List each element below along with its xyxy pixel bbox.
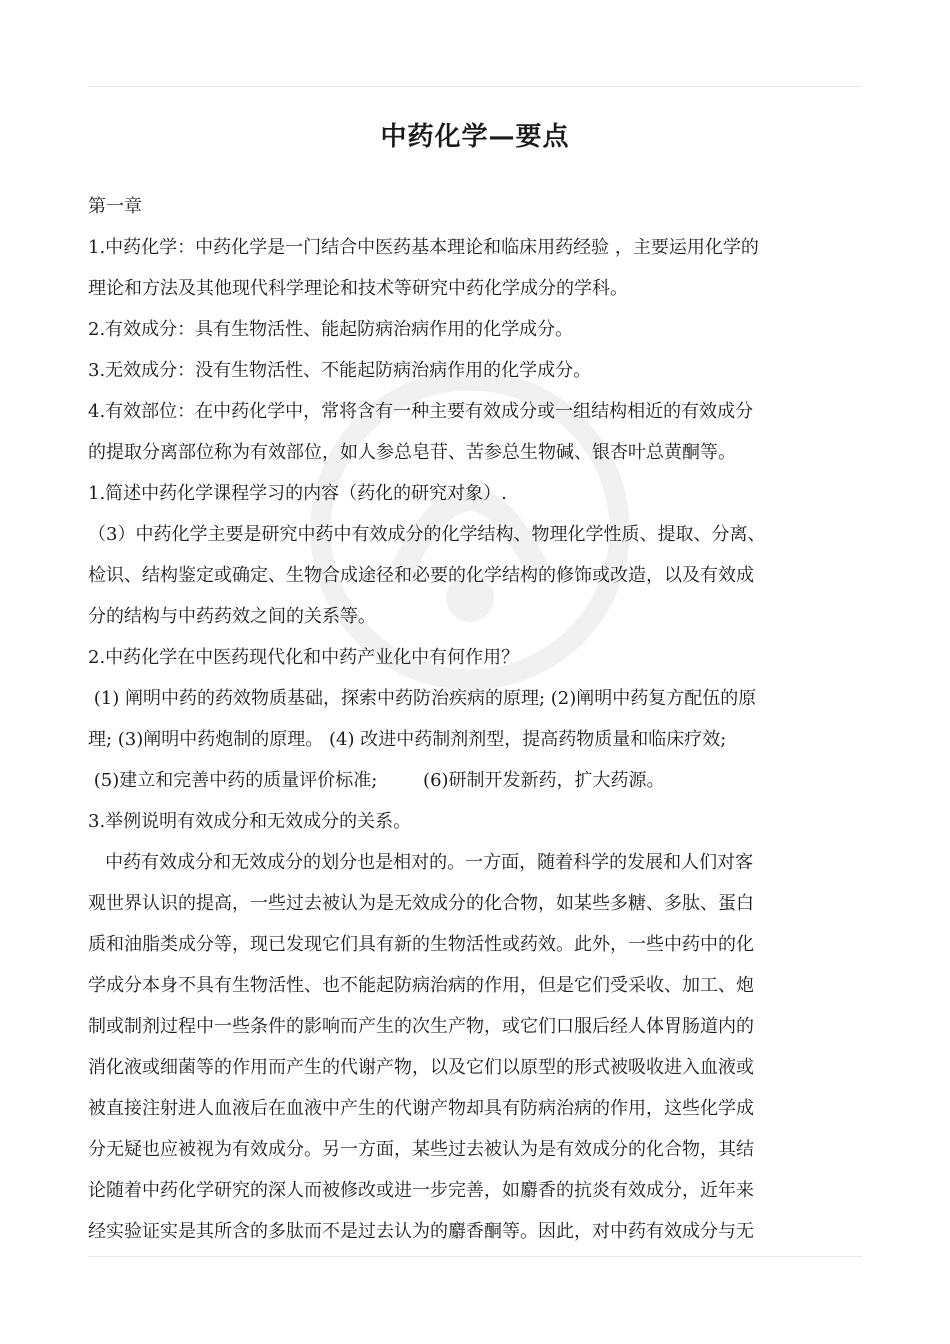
text-line: 的提取分离部位称为有效部位，如人参总皂苷、苦参总生物碱、银杏叶总黄酮等。 <box>88 442 736 463</box>
text-line: 4.有效部位：在中药化学中，常将含有一种主要有效成分或一组结构相近的有效成分 <box>88 401 754 422</box>
text-line: 第一章 <box>88 196 142 217</box>
document-body <box>88 186 878 1252</box>
text-line: 理论和方法及其他现代科学理论和技术等研究中药化学成分的学科。 <box>88 278 628 299</box>
text-line: 制或制剂过程中一些条件的影响而产生的次生产物，或它们口服后经人体胃肠道内的 <box>88 1016 754 1037</box>
text-line: 2.中药化学在中医药现代化和中药产业化中有何作用？ <box>88 647 520 668</box>
text-line: 消化液或细菌等的作用而产生的代谢产物，以及它们以原型的形式被吸收进入血液或 <box>88 1057 754 1078</box>
text-line: 经实验证实是其所含的多肽而不是过去认为的麝香酮等。因此，对中药有效成分与无 <box>88 1221 754 1242</box>
text-line: 分的结构与中药药效之间的关系等。 <box>88 606 376 627</box>
text-line: 学成分本身不具有生物活性、也不能起防病治病的作用，但是它们受采收、加工、炮 <box>88 975 754 996</box>
text-line: (5)建立和完善中药的质量评价标准; (6)研制开发新药，扩大药源。 <box>88 770 665 791</box>
text-line: 检识、结构鉴定或确定、生物合成途径和必要的化学结构的修饰或改造，以及有效成 <box>88 565 754 586</box>
text-line: 1.简述中药化学课程学习的内容（药化的研究对象）. <box>88 483 507 504</box>
page-title: 中药化学—要点 <box>380 122 570 152</box>
text-line: （3）中药化学主要是研究中药中有效成分的化学结构、物理化学性质、提取、分离、 <box>88 524 766 545</box>
text-line: 3.举例说明有效成分和无效成分的关系。 <box>88 811 412 832</box>
text-line: 分无疑也应被视为有效成分。另一方面，某些过去被认为是有效成分的化合物，其结 <box>88 1139 754 1160</box>
bottom-divider <box>88 1256 862 1257</box>
text-line: 论随着中药化学研究的深人而被修改或进一步完善，如麝香的抗炎有效成分，近年来 <box>88 1180 754 1201</box>
text-line: 质和油脂类成分等，现已发现它们具有新的生物活性或药效。此外，一些中药中的化 <box>88 934 754 955</box>
top-divider <box>88 86 862 87</box>
text-line: 中药有效成分和无效成分的划分也是相对的。一方面，随着科学的发展和人们对客 <box>88 852 754 873</box>
text-line: 2.有效成分：具有生物活性、能起防病治病作用的化学成分。 <box>88 319 574 340</box>
text-line: 被直接注射进人血液后在血液中产生的代谢产物却具有防病治病的作用，这些化学成 <box>88 1098 754 1119</box>
text-line: 观世界认识的提高，一些过去被认为是无效成分的化合物，如某些多糖、多肽、蛋白 <box>88 893 754 914</box>
text-line: 3.无效成分：没有生物活性、不能起防病治病作用的化学成分。 <box>88 360 592 381</box>
text-line: 1.中药化学：中药化学是一门结合中医药基本理论和临床用药经验 ，主要运用化学的 <box>88 237 759 258</box>
text-line: (1) 阐明中药的药效物质基础，探索中药防治疾病的原理; (2)阐明中药复方配伍的原 <box>88 688 757 709</box>
text-line: 理; (3)阐明中药炮制的原理。 (4) 改进中药制剂剂型，提高药物质量和临床疗效; <box>88 729 727 750</box>
